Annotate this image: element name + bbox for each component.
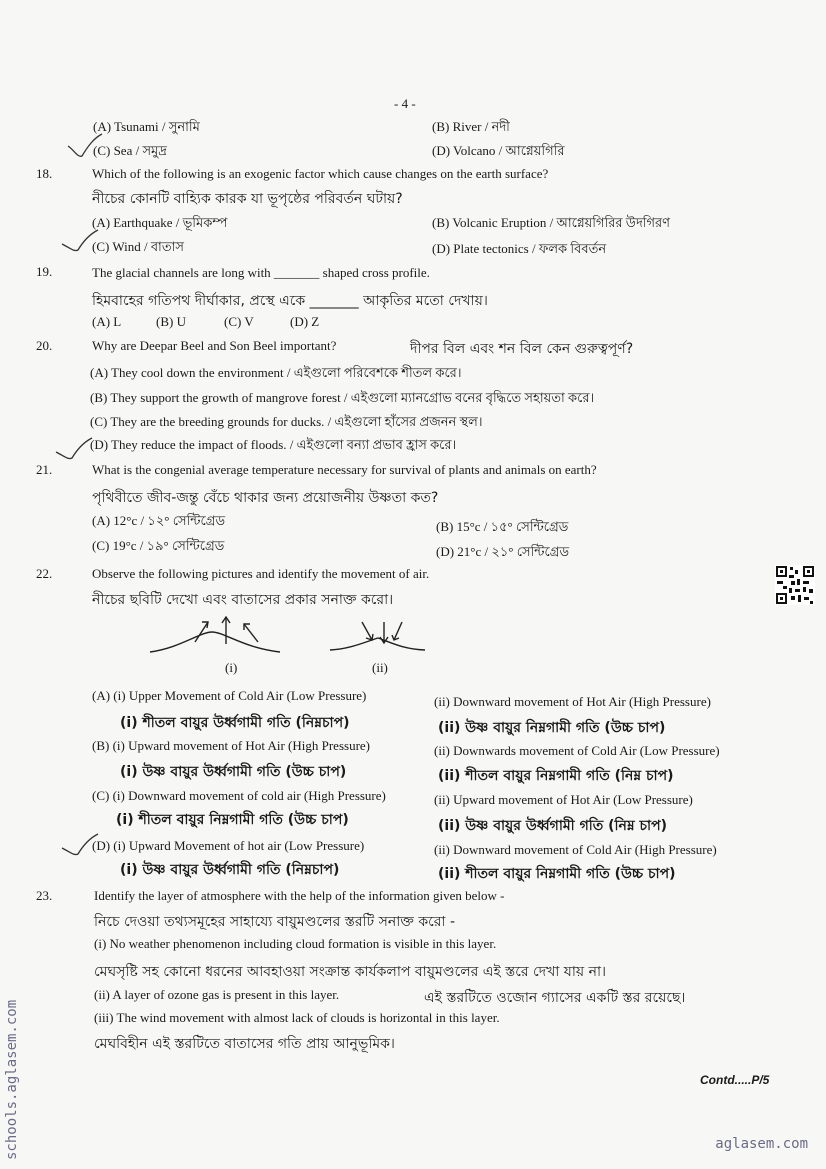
fig-label-1: (i): [225, 660, 238, 675]
fig2-trough-line: [330, 638, 425, 650]
q22-option-d-en1: (D) (i) Upward Movement of hot air (Low Pressure): [92, 838, 365, 853]
q22-option-b-en1: (B) (i) Upward movement of Hot Air (High Pressure): [92, 738, 370, 753]
q21-question-en: What is the congenial average temperature necessary for survival of plants and animals on earth?: [92, 462, 597, 477]
q19-option-c: (C) V: [224, 314, 254, 329]
q23-point-2-bn: এই স্তরটিতে ওজোন গ্যাসের একটি স্তর রয়েছে।: [424, 990, 686, 1006]
q20-option-d: (D) They reduce the impact of floods. / এইগুলো বন্যা প্রভাব হ্রাস করে।: [90, 437, 457, 452]
q19-option-b: (B) U: [156, 314, 186, 329]
q18-question-en: Which of the following is an exogenic factor which cause changes on the earth surface?: [92, 166, 549, 181]
q20-number: 20.: [36, 338, 53, 353]
q21-option-d: (D) 21°c / ২১° সেন্টিগ্রেড: [436, 544, 570, 559]
q22-option-a-en1: (A) (i) Upper Movement of Cold Air (Low Pressure): [92, 688, 367, 703]
air-movement-figure: [140, 612, 470, 680]
q21-option-b: (B) 15°c / ১৫° সেন্টিগ্রেড: [436, 519, 569, 534]
q22-option-a-bn1: (i) শীতল বায়ুর উর্ধ্বগামী গতি (নিম্নচাপ): [120, 715, 350, 731]
q23-point-1-bn: মেঘসৃষ্টি সহ কোনো ধরনের আবহাওয়া সংক্রান্ত কার্যকলাপ বায়ুমণ্ডলের এই স্তরে দেখা যায় না।: [94, 964, 607, 980]
q22-option-c-en1: (C) (i) Downward movement of cold air (High Pressure): [92, 788, 386, 803]
q18-option-a: (A) Earthquake / ভূমিকম্প: [92, 215, 228, 230]
q22-option-b-en2: (ii) Downwards movement of Cold Air (Low Pressure): [434, 743, 720, 758]
q21-question-bn: পৃথিবীতে জীব-জন্তু বেঁচে থাকার জন্য প্রয়োজনীয় উষ্ণতা কত?: [92, 490, 439, 506]
q21-number: 21.: [36, 462, 53, 477]
q22-question-en: Observe the following pictures and identify the movement of air.: [92, 566, 430, 581]
q21-option-c: (C) 19°c / ১৯° সেন্টিগ্রেড: [92, 538, 225, 553]
q22-option-b-bn1: (i) উষ্ণ বায়ুর উর্ধ্বগামী গতি (উচ্চ চাপ): [120, 764, 347, 780]
q22-option-c-bn2: (ii) উষ্ণ বায়ুর উর্ধ্বগামী গতি (নিম্ন চাপ): [438, 818, 668, 834]
q18-number: 18.: [36, 166, 53, 181]
q19-number: 19.: [36, 264, 53, 279]
q19-option-d: (D) Z: [290, 314, 320, 329]
q22-option-a-bn2: (ii) উষ্ণ বায়ুর নিম্নগামী গতি (উচ্চ চাপ): [438, 720, 666, 736]
q23-point-2-en: (ii) A layer of ozone gas is present in this layer.: [94, 987, 340, 1002]
q23-question-en: Identify the layer of atmosphere with the help of the information given below -: [94, 888, 505, 903]
q23-point-3-en: (iii) The wind movement with almost lack of clouds is horizontal in this layer.: [94, 1010, 500, 1025]
watermark-side: schools.aglasem.com: [4, 999, 20, 1160]
q18-option-c: (C) Wind / বাতাস: [92, 239, 184, 254]
q23-question-bn: নিচে দেওয়া তথ্যসমূহের সাহায্যে বায়ুমণ্ডলের স্তরটি সনাক্ত করো -: [94, 914, 455, 930]
fig1-hump-line: [150, 632, 280, 652]
q20-question-bn: দীপর বিল এবং শন বিল কেন গুরুত্বপূর্ণ?: [410, 341, 634, 357]
q18-option-b: (B) Volcanic Eruption / আগ্নেয়গিরির উদগিরণ: [432, 215, 671, 230]
q21-option-a: (A) 12°c / ১২° সেন্টিগ্রেড: [92, 513, 226, 528]
q19-question-en: The glacial channels are long with _______ shaped cross profile.: [92, 265, 430, 280]
q19-question-bn: হিমবাহের গতিপথ দীর্ঘাকার, প্রস্থে একে _______ আকৃতির মতো দেখায়।: [92, 293, 488, 309]
q22-number: 22.: [36, 566, 53, 581]
q17-option-a: (A) Tsunami / সুনামি: [93, 119, 200, 134]
qr-code-icon: [775, 565, 815, 605]
q22-option-b-bn2: (ii) শীতল বায়ুর নিম্নগামী গতি (নিম্ন চাপ): [438, 768, 674, 784]
continued-note: Contd.....P/5: [700, 1073, 770, 1087]
q22-option-d-en2: (ii) Downward movement of Cold Air (High Pressure): [434, 842, 717, 857]
q20-option-c: (C) They are the breeding grounds for ducks. / এইগুলো হাঁসের প্রজনন স্থল।: [90, 414, 483, 429]
tick-mark-q20: [54, 436, 94, 464]
q20-option-b: (B) They support the growth of mangrove forest / এইগুলো ম্যানগ্রোভ বনের বৃদ্ধিতে সহায়তা করে।: [90, 390, 595, 405]
tick-mark-q22: [60, 832, 100, 860]
q22-question-bn: নীচের ছবিটি দেখো এবং বাতাসের প্রকার সনাক্ত করো।: [92, 592, 394, 608]
page-number: - 4 -: [394, 96, 416, 111]
q23-number: 23.: [36, 888, 53, 903]
q22-option-a-en2: (ii) Downward movement of Hot Air (High Pressure): [434, 694, 711, 709]
tick-mark-q18: [60, 228, 100, 256]
q20-option-a: (A) They cool down the environment / এইগুলো পরিবেশকে শীতল করে।: [90, 365, 462, 380]
fig-label-2: (ii): [372, 660, 388, 675]
q17-option-d: (D) Volcano / আগ্নেয়গিরি: [432, 143, 565, 158]
q22-option-d-bn1: (i) উষ্ণ বায়ুর উর্ধ্বগামী গতি (নিম্নচাপ): [120, 862, 340, 878]
q22-option-c-bn1: (i) শীতল বায়ুর নিম্নগামী গতি (উচ্চ চাপ): [116, 812, 349, 828]
q19-option-a: (A) L: [92, 314, 122, 329]
q20-question-en: Why are Deepar Beel and Son Beel important?: [92, 338, 337, 353]
tick-mark-q17: [66, 132, 106, 160]
watermark-bottom: aglasem.com: [715, 1136, 808, 1152]
q18-option-d: (D) Plate tectonics / ফলক বিবর্তন: [432, 241, 607, 256]
q22-option-c-en2: (ii) Upward movement of Hot Air (Low Pressure): [434, 792, 693, 807]
q22-option-d-bn2: (ii) শীতল বায়ুর নিম্নগামী গতি (উচ্চ চাপ): [438, 866, 676, 882]
q18-question-bn: নীচের কোনটি বাহ্যিক কারক যা ভূপৃষ্ঠের পরিবর্তন ঘটায়?: [92, 191, 403, 207]
q23-point-1-en: (i) No weather phenomenon including cloud formation is visible in this layer.: [94, 936, 497, 951]
q23-point-3-bn: মেঘবিহীন এই স্তরটিতে বাতাসের গতি প্রায় আনুভূমিক।: [94, 1036, 395, 1052]
q17-option-b: (B) River / নদী: [432, 119, 510, 134]
q17-option-c: (C) Sea / সমুদ্র: [93, 143, 167, 158]
